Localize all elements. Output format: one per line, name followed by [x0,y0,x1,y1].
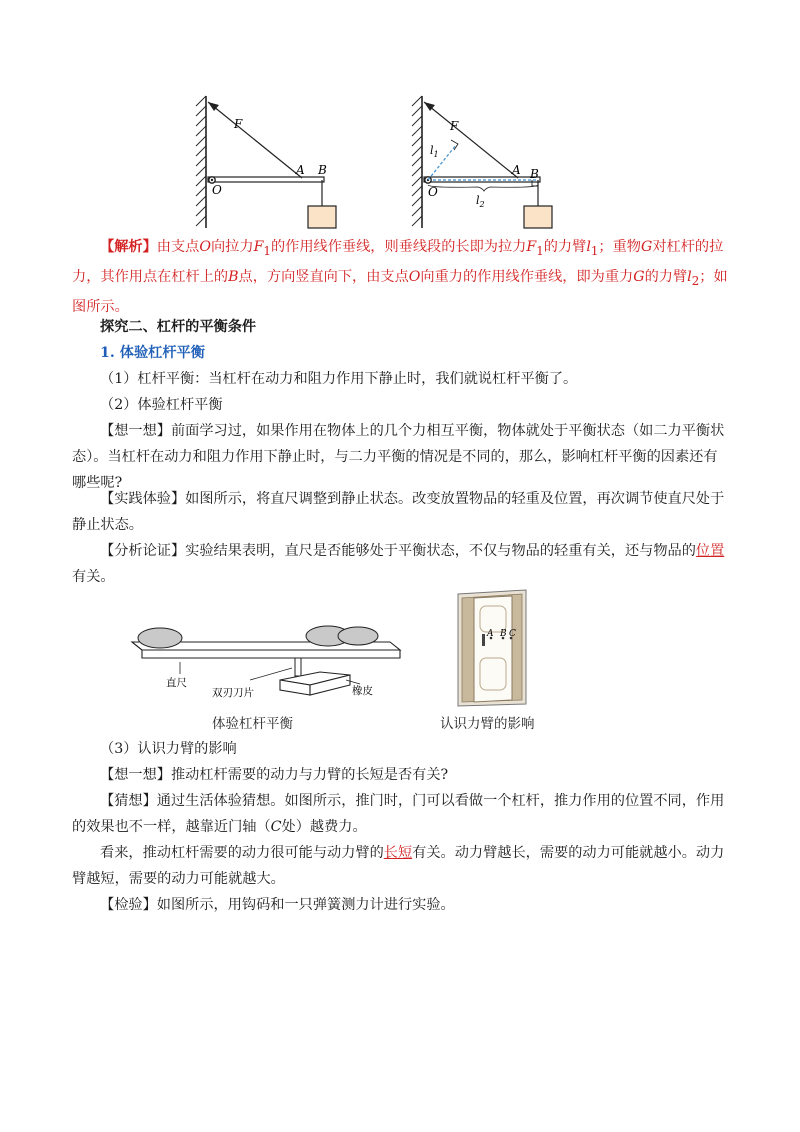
subtitle: 1. 体验杠杆平衡 [100,345,205,361]
door-label-A: A [487,629,494,639]
paragraph-9: 看来，推动杠杆需要的动力很可能与动力臂的长短有关。动力臂越长，需要的动力可能就越小。动力臂越短，需要的动力可能就越大。 [72,845,725,887]
label-O: O [428,185,438,199]
door-label-B: B [500,629,507,639]
label-O: O [212,183,222,197]
lever-figure-2 [408,92,568,232]
eraser-label: 橡皮 [352,685,373,697]
section-title: 探究二、杠杆的平衡条件 [100,319,257,335]
lever-figure-1 [192,92,352,232]
label-A: A [512,163,521,177]
analysis-paragraph: 【解析】由支点O向拉力$F_1$的作用线作垂线，则垂线段的长即为拉力$F_1$的力臂$l_1$；重物G对杠杆的拉力，其作用点在杠杆上的B点，方向竖直向下，由支点O向重力的作用线作垂线，即为重力G的力臂$l_2$；如图所示。 [72,239,728,315]
label-B: B [530,167,539,181]
label-A: A [296,163,305,177]
label-F: F [450,119,459,133]
blade-label: 双刃刀片 [212,687,254,699]
paragraph-8: 【猜想】通过生活体验猜想。如图所示，推门时，门可以看做一个杠杆，推力作用的位置不同，作用的效果也不一样，越靠近门轴（C处）越费力。 [72,793,725,835]
paragraph-3: 【想一想】前面学习过，如果作用在物体上的几个力相互平衡，物体就处于平衡状态（如二力平衡状态）。当杠杆在动力和阻力作用下静止时，与二力平衡的情况是不同的，那么，影响杠杆平衡的因素还有哪些呢? [72,423,725,491]
label-F: F [234,117,243,131]
paragraph-6: （3）认识力臂的影响 [100,741,237,757]
paragraph-2: （2）体验杠杆平衡 [100,397,223,413]
door-figure [452,588,534,710]
label-l2: $l_2$ [476,194,485,209]
label-l1: $l_1$ [430,144,439,159]
paragraph-10: 【检验】如图所示，用钩码和一只弹簧测力计进行实验。 [100,897,455,913]
paragraph-4: 【实践体验】如图所示，将直尺调整到静止状态。改变放置物品的轻重及位置，再次调节使直尺处于静止状态。 [72,491,725,533]
paragraph-5: 【分析论证】实验结果表明，直尺是否能够处于平衡状态，不仅与物品的轻重有关，还与物品的位置有关。 [72,543,725,585]
ruler-figure-caption: 体验杠杆平衡 [212,716,293,732]
door-figure-caption: 认识力臂的影响 [440,716,535,732]
door-label-C: C [509,629,516,639]
paragraph-7: 【想一想】推动杠杆需要的动力与力臂的长短是否有关? [100,767,449,783]
ruler-balance-figure [120,620,410,715]
label-B: B [318,163,327,177]
ruler-label: 直尺 [166,677,187,689]
paragraph-1: （1）杠杆平衡：当杠杆在动力和阻力作用下静止时，我们就说杠杆平衡了。 [100,371,578,387]
